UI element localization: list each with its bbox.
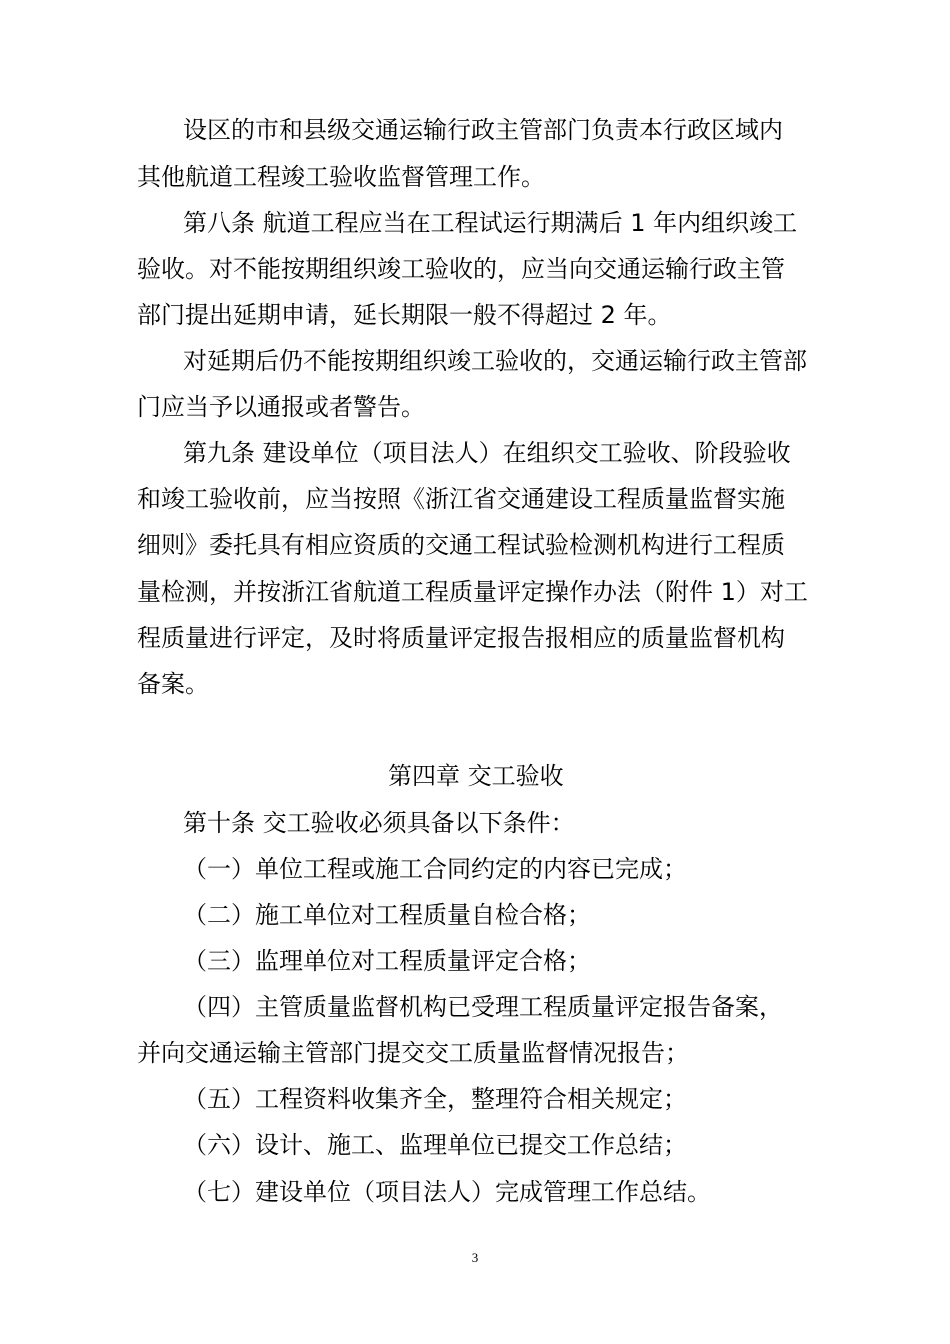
condition-item: （七）建设单位（项目法人）完成管理工作总结。 bbox=[183, 1178, 711, 1206]
condition-item-cont: 并向交通运输主管部门提交交工质量监督情况报告； bbox=[137, 1039, 689, 1067]
text-line: 设区的市和县级交通运输行政主管部门负责本行政区域内 bbox=[183, 116, 783, 144]
text-line: 备案。 bbox=[137, 670, 209, 698]
condition-item: （二）施工单位对工程质量自检合格； bbox=[183, 901, 591, 929]
text-line: 门应当予以通报或者警告。 bbox=[137, 393, 425, 421]
text-line: 对延期后仍不能按期组织竣工验收的，交通运输行政主管部 bbox=[183, 347, 807, 375]
text-line: 和竣工验收前，应当按照《浙江省交通建设工程质量监督实施 bbox=[137, 485, 785, 513]
article-10-line: 第十条 交工验收必须具备以下条件： bbox=[183, 809, 575, 837]
text-line: 量检测，并按浙江省航道工程质量评定操作办法（附件 1）对工 bbox=[137, 578, 808, 606]
page-number: 3 bbox=[471, 1250, 479, 1265]
condition-item: （一）单位工程或施工合同约定的内容已完成； bbox=[183, 855, 687, 883]
text-line: 部门提出延期申请，延长期限一般不得超过 2 年。 bbox=[137, 301, 672, 329]
condition-item: （四）主管质量监督机构已受理工程质量评定报告备案， bbox=[183, 993, 783, 1021]
text-line: 其他航道工程竣工验收监督管理工作。 bbox=[137, 163, 545, 191]
condition-item: （三）监理单位对工程质量评定合格； bbox=[183, 947, 591, 975]
text-line: 验收。对不能按期组织竣工验收的，应当向交通运输行政主管 bbox=[137, 255, 785, 283]
article-9-line: 第九条 建设单位（项目法人）在组织交工验收、阶段验收 bbox=[183, 439, 791, 467]
condition-item: （五）工程资料收集齐全，整理符合相关规定； bbox=[183, 1085, 687, 1113]
chapter-heading: 第四章 交工验收 bbox=[388, 762, 564, 790]
article-8-line: 第八条 航道工程应当在工程试运行期满后 1 年内组织竣工 bbox=[183, 209, 798, 237]
text-line: 细则》委托具有相应资质的交通工程试验检测机构进行工程质 bbox=[137, 531, 785, 559]
condition-item: （六）设计、施工、监理单位已提交工作总结； bbox=[183, 1131, 687, 1159]
text-line: 程质量进行评定，及时将质量评定报告报相应的质量监督机构 bbox=[137, 624, 785, 652]
